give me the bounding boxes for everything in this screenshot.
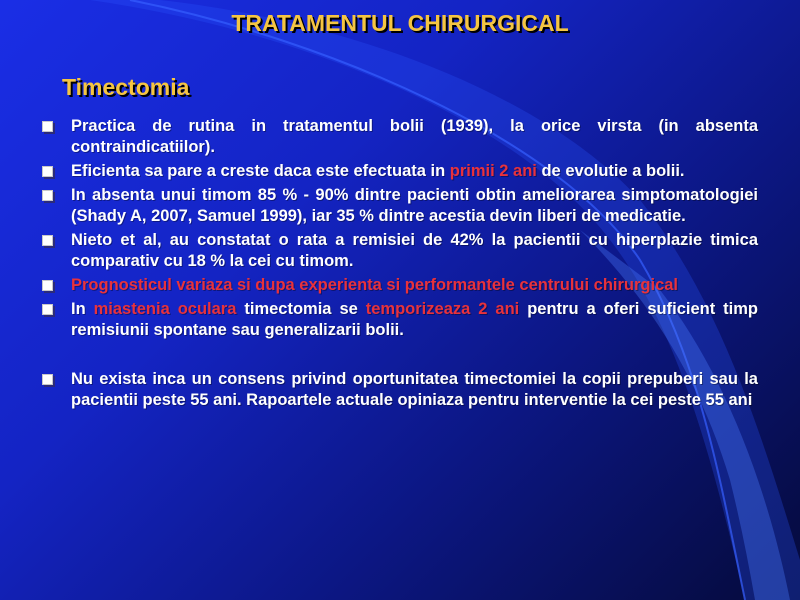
bullet-item bbox=[42, 369, 758, 411]
bullet-text: In absenta unui timom 85 % - 90% dintre pacienti obtin ameliorarea simptomatologiei (Shady A, 2007, Samuel 1999), iar 35 % dintre acestia devin liberi de medicatie. bbox=[71, 186, 758, 225]
bullet-item bbox=[42, 230, 758, 272]
square-bullet-icon bbox=[42, 166, 53, 177]
bullet-item bbox=[42, 161, 758, 182]
slide-title: TRATAMENTUL CHIRURGICAL bbox=[231, 10, 569, 36]
bullet-text: Nieto et al, au constatat o rata a remisiei de 42% la pacientii cu hiperplazie timica comparativ cu 18 % la cei cu timom. bbox=[71, 231, 758, 270]
bullet-item bbox=[42, 299, 758, 341]
bullet-text: In bbox=[71, 300, 94, 318]
square-bullet-icon bbox=[42, 235, 53, 246]
highlighted-text: Prognosticul variaza si dupa experienta si performantele centrului chirurgical bbox=[71, 276, 679, 294]
bullet-text: de evolutie a bolii. bbox=[536, 162, 685, 180]
bullet-item bbox=[42, 116, 758, 158]
highlighted-text: miastenia oculara bbox=[93, 300, 237, 318]
highlighted-text: primii 2 ani bbox=[449, 162, 537, 180]
bullet-item bbox=[42, 275, 758, 296]
bullet-item bbox=[42, 185, 758, 227]
bullet-list bbox=[42, 116, 758, 414]
bullet-text: Nu exista inca un consens privind oportunitatea timectomiei la copii prepuberi sau la pacientii peste 55 ani. Rapoartele actuale opiniaza pentru interventie la cei peste 55 ani bbox=[71, 370, 758, 409]
highlighted-text: temporizeaza 2 ani bbox=[365, 300, 520, 318]
square-bullet-icon bbox=[42, 280, 53, 291]
bullet-text: pentru a oferi suficient timp remisiunii spontane sau generalizarii bolii. bbox=[71, 300, 758, 339]
square-bullet-icon bbox=[42, 304, 53, 315]
bullet-text: Eficienta sa pare a creste daca este efectuata in bbox=[71, 162, 450, 180]
slide-subtitle: Timectomia bbox=[62, 74, 190, 100]
bullet-text: timectomia se bbox=[236, 300, 366, 318]
square-bullet-icon bbox=[42, 121, 53, 132]
square-bullet-icon bbox=[42, 190, 53, 201]
square-bullet-icon bbox=[42, 374, 53, 385]
bullet-text: Practica de rutina in tratamentul bolii (1939), la orice virsta (in absenta contraindicatiilor). bbox=[71, 117, 758, 156]
